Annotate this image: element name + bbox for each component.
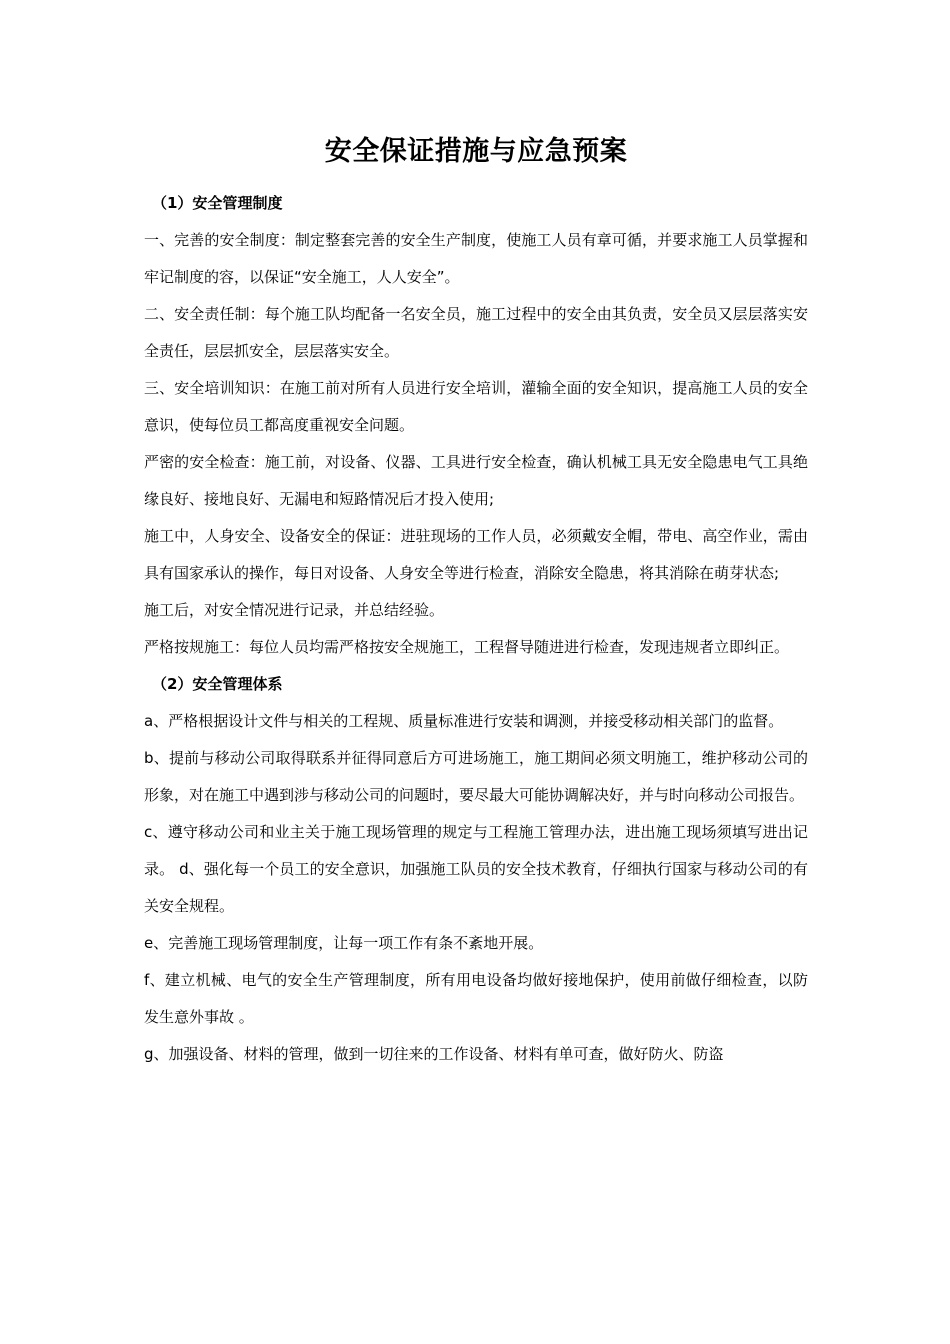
- paragraph: 施工后，对安全情况进行记录，并总结经验。: [144, 601, 445, 619]
- paragraph: b、提前与移动公司取得联系并征得同意后方可进场施工，施工期间必须文明施工，维护移动公司的形象，对在施工中遇到涉与移动公司的问题时，要尽最大可能协调解决好，并与时向移动公司报告。: [144, 749, 808, 804]
- section-heading: （2）安全管理体系: [152, 675, 283, 693]
- document-page: [144, 128, 808, 1073]
- paragraph: c、遵守移动公司和业主关于施工现场管理的规定与工程施工管理办法，进出施工现场须填写进出记录。 d、强化每一个员工的安全意识，加强施工队员的安全技术教育，仔细执行国家与移动公司的有关安全规程。: [144, 823, 808, 915]
- paragraph: a、严格根据设计文件与相关的工程规、质量标准进行安装和调测，并接受移动相关部门的监督。: [144, 712, 784, 730]
- paragraph: 一、完善的安全制度：制定整套完善的安全生产制度，使施工人员有章可循，并要求施工人员掌握和牢记制度的容，以保证“安全施工，人人安全”。: [144, 231, 808, 286]
- paragraph: 严密的安全检查：施工前，对设备、仪器、工具进行安全检查，确认机械工具无安全隐患电气工具绝缘良好、接地良好、无漏电和短路情况后才投入使用;: [144, 453, 808, 508]
- paragraph: 三、安全培训知识：在施工前对所有人员进行安全培训，灌输全面的安全知识，提高施工人员的安全意识，使每位员工都高度重视安全问题。: [144, 379, 808, 434]
- paragraph: g、加强设备、材料的管理，做到一切往来的工作设备、材料有单可查，做好防火、防盗: [144, 1045, 724, 1063]
- paragraph: 二、安全责任制：每个施工队均配备一名安全员，施工过程中的安全由其负责，安全员又层层落实安全责任，层层抓安全，层层落实安全。: [144, 305, 808, 360]
- paragraph: 施工中，人身安全、设备安全的保证：进驻现场的工作人员，必须戴安全帽，带电、高空作业，需由具有国家承认的操作，每日对设备、人身安全等进行检查，消除安全隐患，将其消除在萌芽状态;: [144, 527, 808, 582]
- section-safety-management-rules: [144, 185, 808, 666]
- section-safety-management-system: [144, 666, 808, 1073]
- paragraph: f、建立机械、电气的安全生产管理制度，所有用电设备均做好接地保护，使用前做仔细检查，以防发生意外事故 。: [144, 971, 808, 1026]
- document-title: 安全保证措施与应急预案: [324, 136, 628, 167]
- paragraph: e、完善施工现场管理制度，让每一项工作有条不紊地开展。: [144, 934, 544, 952]
- section-heading: （1）安全管理制度: [152, 194, 283, 212]
- paragraph: 严格按规施工：每位人员均需严格按安全规施工，工程督导随进进行检查，发现违规者立即纠正。: [144, 638, 790, 656]
